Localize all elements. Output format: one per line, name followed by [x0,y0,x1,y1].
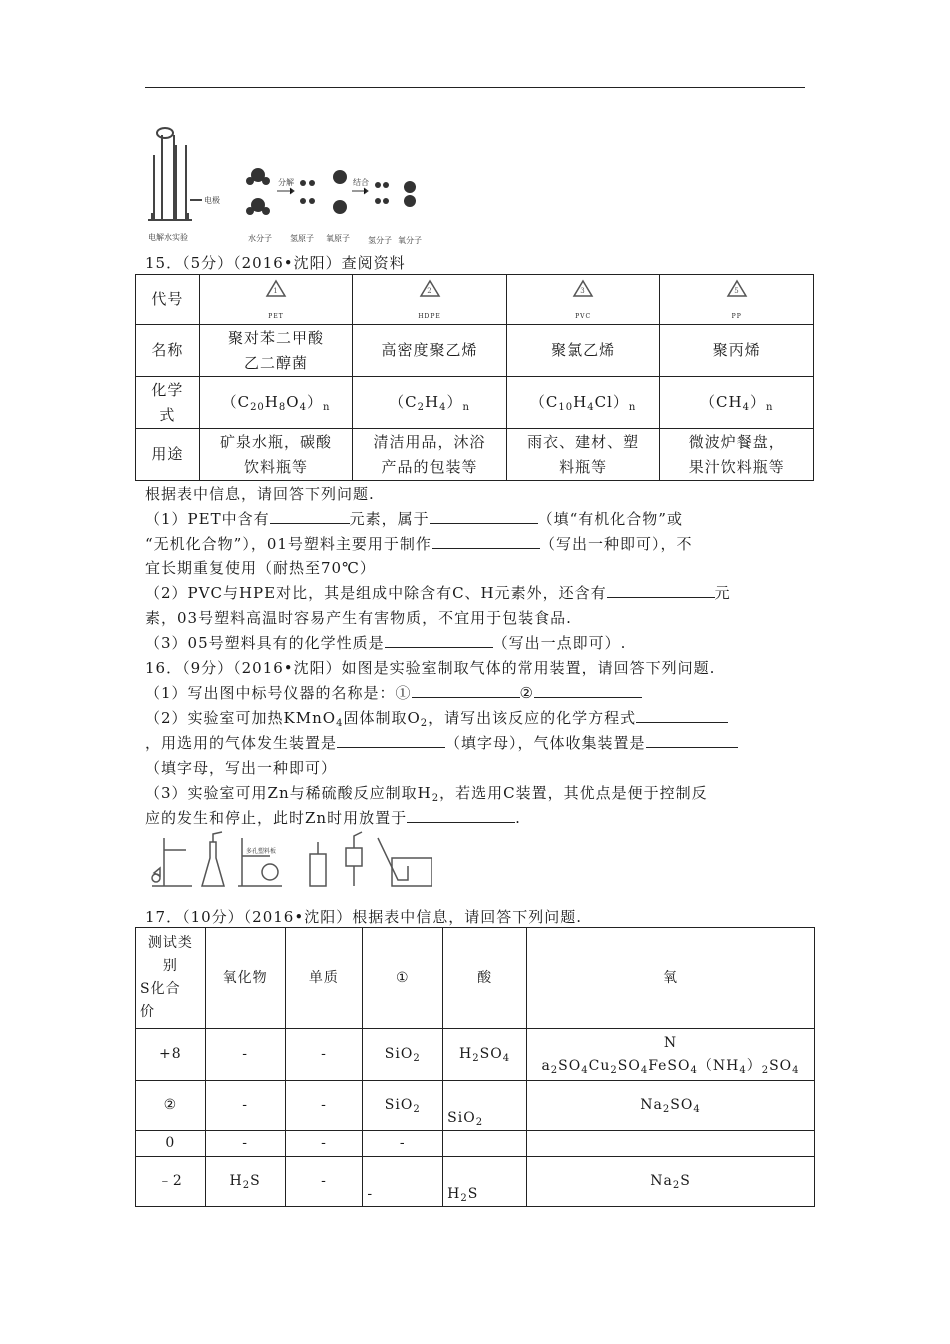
use-cell: 清洁用品，沐浴 产品的包装等 [353,429,507,481]
recycle-code-cell [660,275,814,325]
formula-cell: $(C_{10}H_4Cl)_n$ [506,377,660,429]
q15-part1: （1）PET中含有 元素，属于 （填“有机化合物”或 [145,510,683,528]
arrow-decompose-label: 分解 [278,178,294,187]
table-cell [443,1131,527,1157]
header-cell: 氧 [527,928,815,1029]
answer-blank[interactable] [430,508,538,524]
code-label: PVC [575,312,592,320]
q17-title: 17．（10分）（2016•沈阳）根据表中信息，请回答下列问题. [145,908,582,926]
q16-part2-end: （填字母，写出一种即可） [145,759,338,777]
electrolysis-figure [140,125,440,255]
table-cell: - [363,1157,443,1207]
valence-cell: +8 [136,1029,206,1081]
table-cell: - [363,1131,443,1157]
svg-text:1: 1 [273,286,279,295]
formula-cell: $(C_{20}H_8O_4)_n$ [199,377,353,429]
q16-part2-cont: ，用选用的气体发生装置是 （填字母），气体收集装置是 [145,732,738,753]
table-cell: N $a_2SO_4Cu_2SO_4FeSO_4(NH_4)_2SO_4$ [527,1029,815,1081]
table-cell: - [205,1029,285,1081]
recycle-triangle-icon [725,278,749,304]
q15-part2-cont: 素，03号塑料高温时容易产生有害物质，不宜用于包装食品. [145,609,572,627]
formula-cell: $(C_2H_4)_n$ [353,377,507,429]
header-cell: ① [363,928,443,1029]
sulfur-valence-table [135,927,815,1207]
recycle-triangle-icon [571,278,595,304]
q15-part1-end: 宜长期重复使用（耐热至70℃） [145,559,376,577]
table-cell: $Na_2S$ [527,1157,815,1207]
table-cell: - [285,1131,363,1157]
code-label: PP [731,312,742,320]
svg-text:5: 5 [733,286,740,295]
table-cell: SiO$_2$ [443,1081,527,1131]
electrolysis-caption: 电解水实验 [148,233,188,242]
table-cell: - [205,1131,285,1157]
svg-text:3: 3 [580,286,586,295]
valence-cell: 0 [136,1131,206,1157]
q16-part1: （1）写出图中标号仪器的名称是：① ② [145,682,642,703]
molecule-label: 氧分子 [398,236,422,245]
q15-part1-cont: “无机化合物”），01号塑料主要用于制作 （写出一种即可），不 [145,535,693,553]
q16-part3: （3）实验室可用Zn与稀硫酸反应制取$H_2$，若选用C装置，其优点是便于控制反 [145,784,708,804]
table-cell: $Na_2SO_4$ [527,1081,815,1131]
code-label: HDPE [418,312,441,320]
recycle-code-cell [506,275,660,325]
plastics-table [135,274,814,481]
table-cell: - [285,1081,363,1131]
arrow-combine-label: 结合 [353,178,369,187]
porous-plate-label: 多孔塑料板 [246,848,277,855]
answer-blank[interactable] [412,682,520,698]
table-cell: - [285,1157,363,1207]
name-cell: 高密度聚乙烯 [353,325,507,377]
svg-text:2: 2 [426,286,433,295]
lab-apparatus-figure [142,828,432,890]
name-cell: 聚丙烯 [660,325,814,377]
q15-part3: （3）05号塑料具有的化学性质是 （写出一点即可）. [145,634,627,652]
recycle-code-cell [199,275,353,325]
answer-blank[interactable] [337,732,445,748]
molecule-label: 水分子 [248,234,272,243]
q16-part2: （2）实验室可加热KMnO$_4$固体制取$O_2$，请写出该反应的化学方程式 [145,707,728,728]
header-cell: 测试类 别 S化合 价 [136,928,206,1029]
row-header: 代号 [136,275,200,325]
recycle-code-cell [353,275,507,325]
answer-blank[interactable] [534,682,642,698]
formula-cell: $(CH_4)_n$ [660,377,814,429]
q16-part3-cont: 应的发生和停止，此时Zn时用放置于 . [145,809,521,827]
molecule-label: 氢原子 [290,234,314,243]
answer-blank[interactable] [636,707,728,723]
code-label: PET [268,312,284,320]
table-cell: $H_2S$ [443,1157,527,1207]
q15-title: 15．（5分）（2016•沈阳）查阅资料 [145,254,406,272]
name-cell: 聚对苯二甲酸 乙二醇菌 [199,325,353,377]
q15-part2: （2）PVC与HPE对比，其是组成中除含有C、H元素外，还含有 元 [145,584,731,602]
table-cell: - [285,1029,363,1081]
molecule-label: 氢分子 [368,236,392,245]
row-header: 化学 式 [136,377,200,429]
q16-title: 16．（9分）（2016•沈阳）如图是实验室制取气体的常用装置，请回答下列问题. [145,659,716,677]
valence-cell: ② [136,1081,206,1131]
row-header: 名称 [136,325,200,377]
valence-cell: ﹣2 [136,1157,206,1207]
use-cell: 微波炉餐盘， 果汁饮料瓶等 [660,429,814,481]
header-cell: 酸 [443,928,527,1029]
recycle-triangle-icon [264,278,288,304]
row-header: 用途 [136,429,200,481]
table-cell: $H_2S$ [205,1157,285,1207]
use-cell: 雨衣、建材、塑 料瓶等 [506,429,660,481]
table-cell: SiO$_2$ [363,1081,443,1131]
recycle-triangle-icon [418,278,442,304]
q15-intro: 根据表中信息，请回答下列问题. [145,485,375,503]
header-cell: 单质 [285,928,363,1029]
electrode-label: 电极 [204,196,220,205]
answer-blank[interactable] [432,533,540,549]
header-cell: 氧化物 [205,928,285,1029]
table-cell: SiO$_2$ [363,1029,443,1081]
table-cell: - [205,1081,285,1131]
table-cell: $H_2SO_4$ [443,1029,527,1081]
header-rule [145,87,805,88]
table-cell [527,1131,815,1157]
answer-blank[interactable] [270,508,350,524]
answer-blank[interactable] [607,582,715,598]
answer-blank[interactable] [407,807,515,823]
answer-blank[interactable] [646,732,738,748]
molecule-label: 氧原子 [326,234,350,243]
answer-blank[interactable] [385,632,493,648]
name-cell: 聚氯乙烯 [506,325,660,377]
use-cell: 矿泉水瓶，碳酸 饮料瓶等 [199,429,353,481]
